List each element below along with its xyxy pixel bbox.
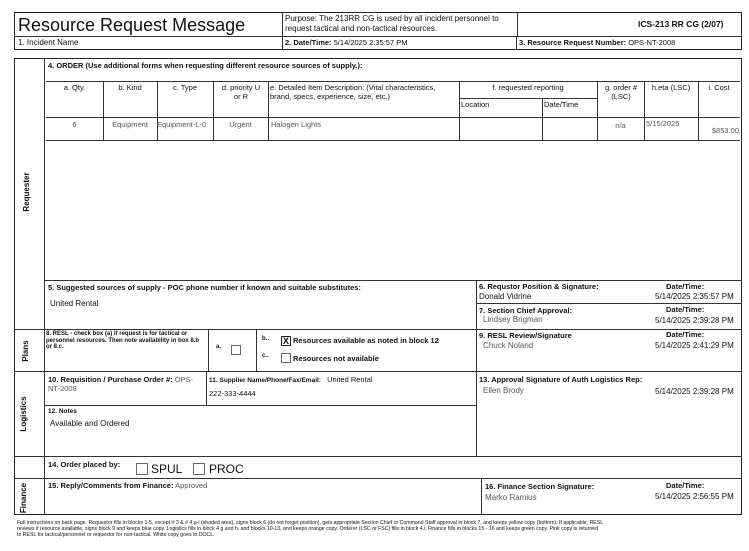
resl-review-datetime-label: Date/Time:	[666, 330, 705, 339]
resl-c-checkbox[interactable]	[281, 353, 291, 363]
supplier-label: 11. Supplier Name/Phone/Fax/Email:	[209, 377, 321, 384]
approval-datetime: 5/14/2025 2:39:28 PM	[655, 387, 734, 396]
request-number-field	[519, 38, 675, 47]
requestor-datetime-label: Date/Time:	[666, 282, 705, 291]
col-header-location: Location	[461, 100, 490, 109]
footer-line-3: to RESL for tactical/personnel or requestor for non-tactical. White copy goes to DOCL.	[17, 532, 215, 539]
finance-reply-field	[48, 481, 207, 490]
datetime-value: 5/14/2025 2:35:57 PM	[333, 38, 408, 47]
col-header-kind: b. Kind	[118, 83, 142, 92]
col-header-eta: h.eta (LSC)	[651, 83, 691, 92]
proc-checkbox[interactable]	[193, 463, 205, 475]
purpose-text: Purpose: The 213RR CG is used by all incident personnel to request tactical and non-tactical resources.	[285, 14, 499, 33]
col-header-datetime: Date/Time	[544, 100, 579, 109]
datetime-field	[285, 38, 407, 47]
logistics-side-label: Logistics	[19, 396, 28, 432]
finance-signature[interactable]: Marko Ramius	[485, 493, 537, 502]
section-chief-datetime: 5/14/2025 2:39:28 PM	[655, 316, 734, 325]
col-header-cost: i. Cost	[708, 83, 730, 92]
resl-c-label: c..	[262, 353, 269, 359]
incident-name-label: 1. Incident Name	[18, 38, 79, 47]
requisition-label: 10. Requisition / Purchase Order #:	[48, 375, 173, 384]
resl-review-signature[interactable]: Chuck Noland	[483, 341, 534, 350]
finance-reply-label: 15. Reply/Comments from Finance:	[48, 481, 174, 490]
requisition-value-part2[interactable]: NT-2008	[48, 384, 77, 393]
resl-b-label: b..	[262, 336, 269, 342]
finance-datetime: 5/14/2025 2:56:55 PM	[655, 492, 734, 501]
supplier-phone[interactable]: 222-333-4444	[209, 389, 256, 398]
request-number-label: 3. Resource Request Number:	[519, 38, 627, 47]
section-chief-label: 7. Section Chief Approval:	[479, 306, 573, 315]
resl-label: 8. RESL - check box (a) if request is for tactical or personnel resources. Then note availability in box 8.b or 8.c.	[46, 331, 200, 350]
spul-checkbox[interactable]	[136, 463, 148, 475]
finance-side-label: Finance	[19, 482, 28, 514]
plans-side-label: Plans	[21, 340, 30, 362]
sources-label: 5. Suggested sources of supply - POC phone number if known and suitable substitutes:	[48, 283, 361, 292]
col-header-description: e. Detailed Item Description: (Vital characteristics, brand, specs, experience, size, etc.)	[270, 83, 436, 101]
requestor-signature[interactable]: Donald Vidrine	[479, 292, 532, 301]
requisition-value-part1: OPS-	[174, 375, 194, 384]
form-title: Resource Request Message	[18, 15, 246, 35]
notes-value[interactable]: Available and Ordered	[50, 419, 130, 428]
order-row-type[interactable]: Equipment-L-0	[157, 120, 207, 129]
resl-review-datetime: 5/14/2025 2:41:29 PM	[655, 341, 734, 350]
resl-a-label: a.	[216, 344, 222, 350]
finance-signature-label: 16. Finance Section Signature:	[485, 482, 595, 491]
col-header-qty: a. Qty.	[63, 83, 86, 92]
requester-side-label: Requester	[22, 172, 31, 212]
finance-datetime-label: Date/Time:	[666, 481, 705, 490]
proc-label: PROC	[209, 462, 244, 476]
order-placed-label: 14. Order placed by:	[48, 460, 121, 469]
request-number-value: OPS-NT-2008	[628, 38, 676, 47]
order-section-label: 4. ORDER (Use additional forms when requesting different resource sources of supply.):	[48, 61, 363, 70]
footer-line-1: Full instructions on back page. Requestor fills in blocks 1-5, except # 3 & # 4.g-i (shaded area), signs block 6 (do not forget position), gets appropriate Section Chief or Command Staff approval in block 7, and keeps yellow copy (bottom). If applicable, RESL	[17, 520, 604, 526]
resl-b-text: Resources available as noted in block 12	[293, 336, 439, 345]
order-row-qty[interactable]: 6	[72, 120, 77, 129]
approval-signature[interactable]: Ellen Brody	[483, 386, 524, 395]
resl-review-label: 9. RESL Review/Signature	[479, 331, 572, 340]
requisition-field	[48, 375, 193, 384]
col-header-type: c. Type	[172, 83, 198, 92]
resl-b-checkbox[interactable]: X	[282, 336, 289, 346]
supplier-name[interactable]: United Rental	[327, 375, 373, 384]
form-id: ICS-213 RR CG (2/07)	[638, 19, 724, 29]
footer-line-2: reviews if resource available, signs block 9 and keeps blue copy. Logistics fills in block 4 g and h, and blocks 10-13, and keeps orange copy. Orderer (LSC or FSC) fills in block 4.i. Finance fills in blocks 15 - 16 and keeps green copy. Pink copy is returned	[17, 526, 599, 533]
col-header-order-number: g. order # (LSC)	[604, 83, 638, 101]
order-row-order-number[interactable]: n/a	[615, 121, 626, 130]
order-row-eta[interactable]: 5/15/2025	[646, 119, 680, 128]
order-row-kind[interactable]: Equipment	[112, 120, 148, 129]
section-chief-datetime-label: Date/Time:	[666, 305, 705, 314]
requestor-datetime: 5/14/2025 2:35:57 PM	[655, 292, 734, 301]
approval-label: 13. Approval Signature of Auth Logistics Rep:	[479, 375, 643, 384]
order-row-description[interactable]: Halogen Lights	[271, 120, 322, 129]
sources-value[interactable]: United Rental	[50, 299, 99, 308]
resl-a-checkbox[interactable]	[231, 345, 241, 355]
notes-label: 12. Notes	[48, 408, 77, 415]
resl-c-text: Resources not available	[293, 354, 379, 363]
section-chief-signature[interactable]: Lindsey Brigman	[483, 315, 543, 324]
supplier-field	[209, 375, 373, 385]
finance-reply-value[interactable]: Approved	[175, 481, 208, 490]
order-row-cost[interactable]: $853.00	[711, 126, 739, 135]
datetime-label: 2. Date/Time:	[285, 38, 332, 47]
requestor-label: 6. Requstor Position & Signature:	[479, 282, 599, 291]
col-header-reporting: f. requested reporting	[492, 83, 564, 92]
col-header-priority: d. priority U or R	[221, 83, 261, 101]
footer-instructions	[17, 520, 743, 539]
order-row-priority[interactable]: Urgent	[229, 120, 252, 129]
spul-label: SPUL	[151, 462, 183, 476]
